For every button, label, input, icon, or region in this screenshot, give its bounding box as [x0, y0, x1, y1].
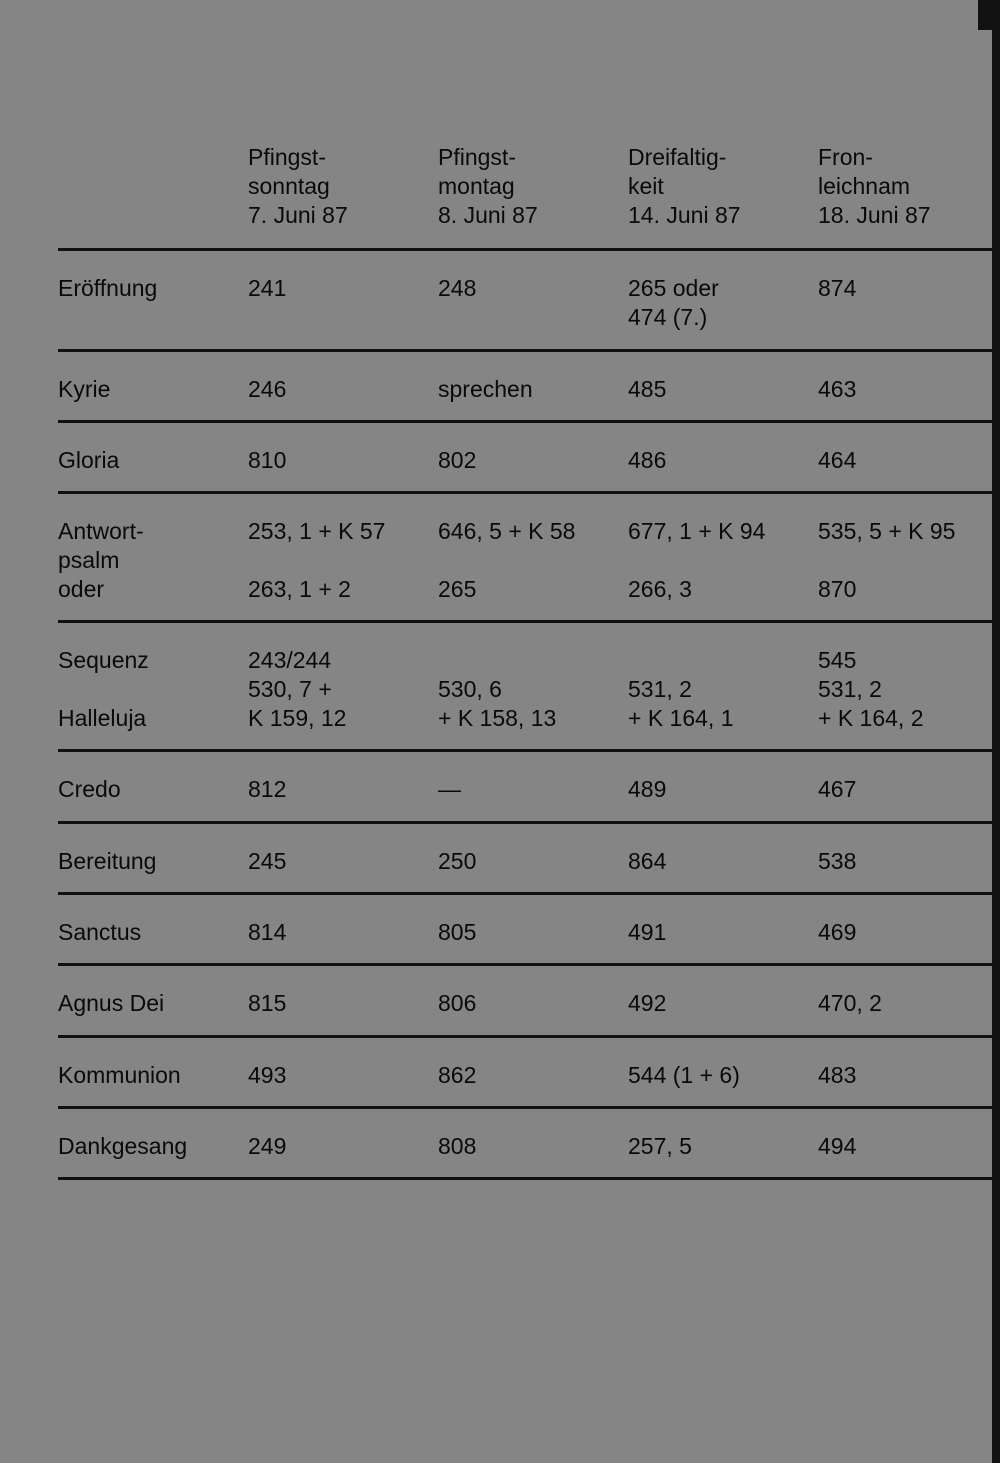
table-cell: 464	[818, 447, 857, 473]
table-cell: 874	[818, 275, 857, 301]
table-cell: 544 (1 + 6)	[628, 1062, 740, 1088]
row-divider	[58, 892, 994, 895]
row-label: Sanctus	[58, 919, 142, 945]
table-cell: 805	[438, 919, 477, 945]
table-cell: 253, 1 + K 57 263, 1 + 2	[248, 518, 386, 602]
header-fronleichnam: Fron- leichnam 18. Juni 87	[818, 144, 931, 228]
table-cell: 250	[438, 848, 477, 874]
row-label: Gloria	[58, 447, 120, 473]
table-cell: 815	[248, 990, 287, 1016]
table-cell: —	[438, 776, 461, 802]
table-cell: 470, 2	[818, 990, 882, 1016]
table-cell: 486	[628, 447, 667, 473]
table-cell: 249	[248, 1133, 287, 1159]
table-cell: 802	[438, 447, 477, 473]
table-bottom-rule	[58, 1177, 994, 1180]
row-label: Kyrie	[58, 376, 111, 402]
header-pfingstsonntag: Pfingst- sonntag 7. Juni 87	[248, 144, 348, 228]
table-cell: 467	[818, 776, 857, 802]
table-cell: 463	[818, 376, 857, 402]
table-cell: 864	[628, 848, 667, 874]
row-label: Antwort- psalm oder	[58, 518, 144, 602]
table-cell: 493	[248, 1062, 287, 1088]
row-label: Bereitung	[58, 848, 157, 874]
row-divider	[58, 1035, 994, 1038]
table-cell: 243/244 530, 7 + K 159, 12	[248, 647, 347, 731]
table-cell: 812	[248, 776, 287, 802]
table-cell: 530, 6 + K 158, 13	[438, 676, 557, 731]
table-cell: 483	[818, 1062, 857, 1088]
table-cell: 241	[248, 275, 287, 301]
row-divider	[58, 821, 994, 824]
table-cell: 492	[628, 990, 667, 1016]
table-cell: 814	[248, 919, 287, 945]
table-cell: 538	[818, 848, 857, 874]
row-label: Credo	[58, 776, 121, 802]
row-divider	[58, 491, 994, 494]
table-cell: 257, 5	[628, 1133, 692, 1159]
row-label: Agnus Dei	[58, 990, 165, 1016]
table-cell: 808	[438, 1133, 477, 1159]
table-cell: 810	[248, 447, 287, 473]
row-divider	[58, 963, 994, 966]
row-label: Eröffnung	[58, 275, 158, 301]
row-divider	[58, 1106, 994, 1109]
header-divider	[58, 248, 994, 251]
table-cell: 245	[248, 848, 287, 874]
table-cell: 494	[818, 1133, 857, 1159]
table-cell: 677, 1 + K 94 266, 3	[628, 518, 766, 602]
row-label: Sequenz Halleluja	[58, 647, 149, 731]
page-edge-notch	[978, 0, 992, 30]
table-cell: 485	[628, 376, 667, 402]
table-cell: 862	[438, 1062, 477, 1088]
row-divider	[58, 420, 994, 423]
row-divider	[58, 349, 994, 352]
table-cell: 646, 5 + K 58 265	[438, 518, 576, 602]
row-label: Kommunion	[58, 1062, 181, 1088]
table-cell: 531, 2 + K 164, 1	[628, 676, 734, 731]
row-divider	[58, 749, 994, 752]
page-edge-bar	[992, 0, 1000, 1463]
table-cell: sprechen	[438, 376, 533, 402]
table-cell: 246	[248, 376, 287, 402]
table-cell: 469	[818, 919, 857, 945]
table-cell: 489	[628, 776, 667, 802]
table-cell: 248	[438, 275, 477, 301]
header-pfingstmontag: Pfingst- montag 8. Juni 87	[438, 144, 538, 228]
row-label: Dankgesang	[58, 1133, 188, 1159]
header-dreifaltigkeit: Dreifaltig- keit 14. Juni 87	[628, 144, 741, 228]
table-cell: 806	[438, 990, 477, 1016]
table-cell: 535, 5 + K 95 870	[818, 518, 956, 602]
table-cell: 265 oder 474 (7.)	[628, 275, 719, 330]
table-cell: 545 531, 2 + K 164, 2	[818, 647, 924, 731]
row-divider	[58, 620, 994, 623]
table-cell: 491	[628, 919, 667, 945]
